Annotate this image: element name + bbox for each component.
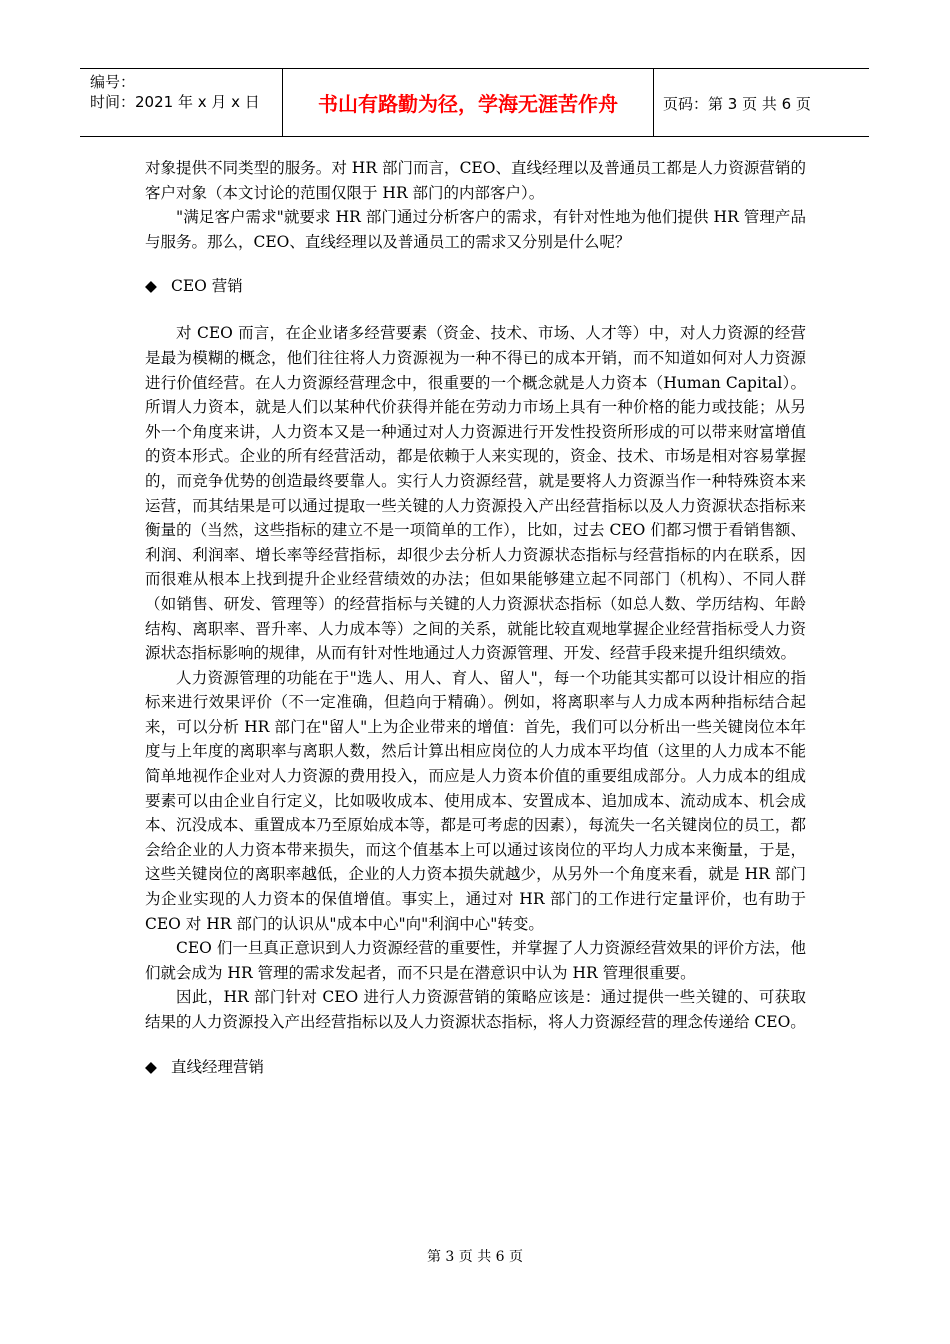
section-title: 直线经理营销 bbox=[171, 1057, 265, 1076]
paragraph-2: "满足客户需求"就要求 HR 部门通过分析客户的需求，有针对性地为他们提供 HR 管理产品与服务。那么，CEO、直线经理以及普通员工的需求又分别是什么呢？ bbox=[145, 208, 806, 251]
header-right-cell bbox=[653, 69, 869, 136]
paragraph-1: 对象提供不同类型的服务。对 HR 部门而言，CEO、直线经理以及普通员工都是人力资源营销的客户对象（本文讨论的范围仅限于 HR 部门的内部客户）。 bbox=[145, 159, 806, 202]
diamond-bullet-icon: ◆ bbox=[145, 1057, 157, 1076]
page-header bbox=[80, 68, 869, 137]
paragraph-4: 人力资源管理的功能在于"选人、用人、育人、留人"，每一个功能其实都可以设计相应的指标来进行效果评价（不一定准确，但趋向于精确）。例如，将离职率与人力成本两种指标结合起来，可以分析 HR 部门在"留人"上为企业带来的增值：首先，我们可以分析出一些关键岗位本年度与上年度的离职率与离职人数，然后计算出相应岗位的人力成本平均值（这里的人力成本不能简单地视作企业对人力资源的费用投入，而应是人力资本价值的重要组成部分。人力成本的组成要素可以由企业自行定义，比如吸收成本、使用成本、安置成本、追加成本、流动成本、机会成本、沉没成本、重置成本乃至原始成本等，都是可考虑的因素），每流失一名关键岗位的员工，都会给企业的人力资本带来损失，而这个值基本上可以通过该岗位的平均人力成本来衡量，于是，这些关键岗位的离职率越低，企业的人力资本损失就越少，从另外一个角度来看，就是 HR 部门为企业实现的人力资本的保值增值。事实上，通过对 HR 部门的工作进行定量评价，也有助于 CEO 对 HR 部门的认识从"成本中心"向"利润中心"转变。 bbox=[145, 668, 806, 933]
page-info: 页码：第 3 页 共 6 页 bbox=[663, 95, 811, 113]
header-left-cell bbox=[80, 69, 282, 136]
serial-label: 编号： bbox=[90, 73, 136, 91]
diamond-bullet-icon: ◆ bbox=[145, 277, 157, 296]
document-body bbox=[145, 156, 806, 1102]
paragraph-3: 对 CEO 而言，在企业诸多经营要素（资金、技术、市场、人才等）中，对人力资源的经营是最为模糊的概念，他们往往将人力资源视为一种不得已的成本开销，而不知道如何对人力资源进行价值经营。在人力资源经营理念中，很重要的一个概念就是人力资本（Human Capital）。所谓人力资本，就是人们以某种代价获得并能在劳动力市场上具有一种价格的能力或技能；从另外一个角度来讲，人力资本又是一种通过对人力资源进行开发性投资所形成的可以带来财富增值的资本形式。企业的所有经营活动，都是依赖于人来实现的，资金、技术、市场是相对容易掌握的，而竞争优势的创造最终要靠人。实行人力资源经营，就是要将人力资源当作一种特殊资本来运营，而其结果是可以通过提取一些关键的人力资源投入产出经营指标以及人力资源状态指标来衡量的（当然，这些指标的建立不是一项简单的工作），比如，过去 CEO 们都习惯于看销售额、利润、利润率、增长率等经营指标，却很少去分析人力资源状态指标与经营指标的内在联系，因而很难从根本上找到提升企业经营绩效的办法；但如果能够建立起不同部门（机构）、不同人群（如销售、研发、管理等）的经营指标与关键的人力资源状态指标（如总人数、学历结构、年龄结构、离职率、晋升率、人力成本等）之间的关系，就能比较直观地掌握企业经营指标受人力资源状态指标影响的规律，从而有针对性地通过人力资源管理、开发、经营手段来提升组织绩效。 bbox=[145, 324, 806, 663]
page-footer bbox=[0, 1248, 950, 1266]
motto: 书山有路勤为径，学海无涯苦作舟 bbox=[318, 92, 618, 116]
paragraph-6: 因此，HR 部门针对 CEO 进行人力资源营销的策略应该是：通过提供一些关键的、可获取结果的人力资源投入产出经营指标以及人力资源状态指标，将人力资源经营的理念传递给 CEO。 bbox=[145, 988, 806, 1031]
footer-page-number: 第 3 页 共 6 页 bbox=[426, 1249, 524, 1265]
header-motto-cell bbox=[282, 69, 654, 136]
section-heading-line-manager bbox=[145, 1055, 806, 1079]
paragraph-5: CEO 们一旦真正意识到人力资源经营的重要性，并掌握了人力资源经营效果的评价方法，他们就会成为 HR 管理的需求发起者，而不只是在潜意识中认为 HR 管理很重要。 bbox=[145, 939, 806, 982]
section-title: CEO 营销 bbox=[171, 277, 243, 296]
date-line: 时间：2021 年 x 月 x 日 bbox=[90, 93, 260, 111]
section-heading-ceo bbox=[145, 274, 806, 298]
